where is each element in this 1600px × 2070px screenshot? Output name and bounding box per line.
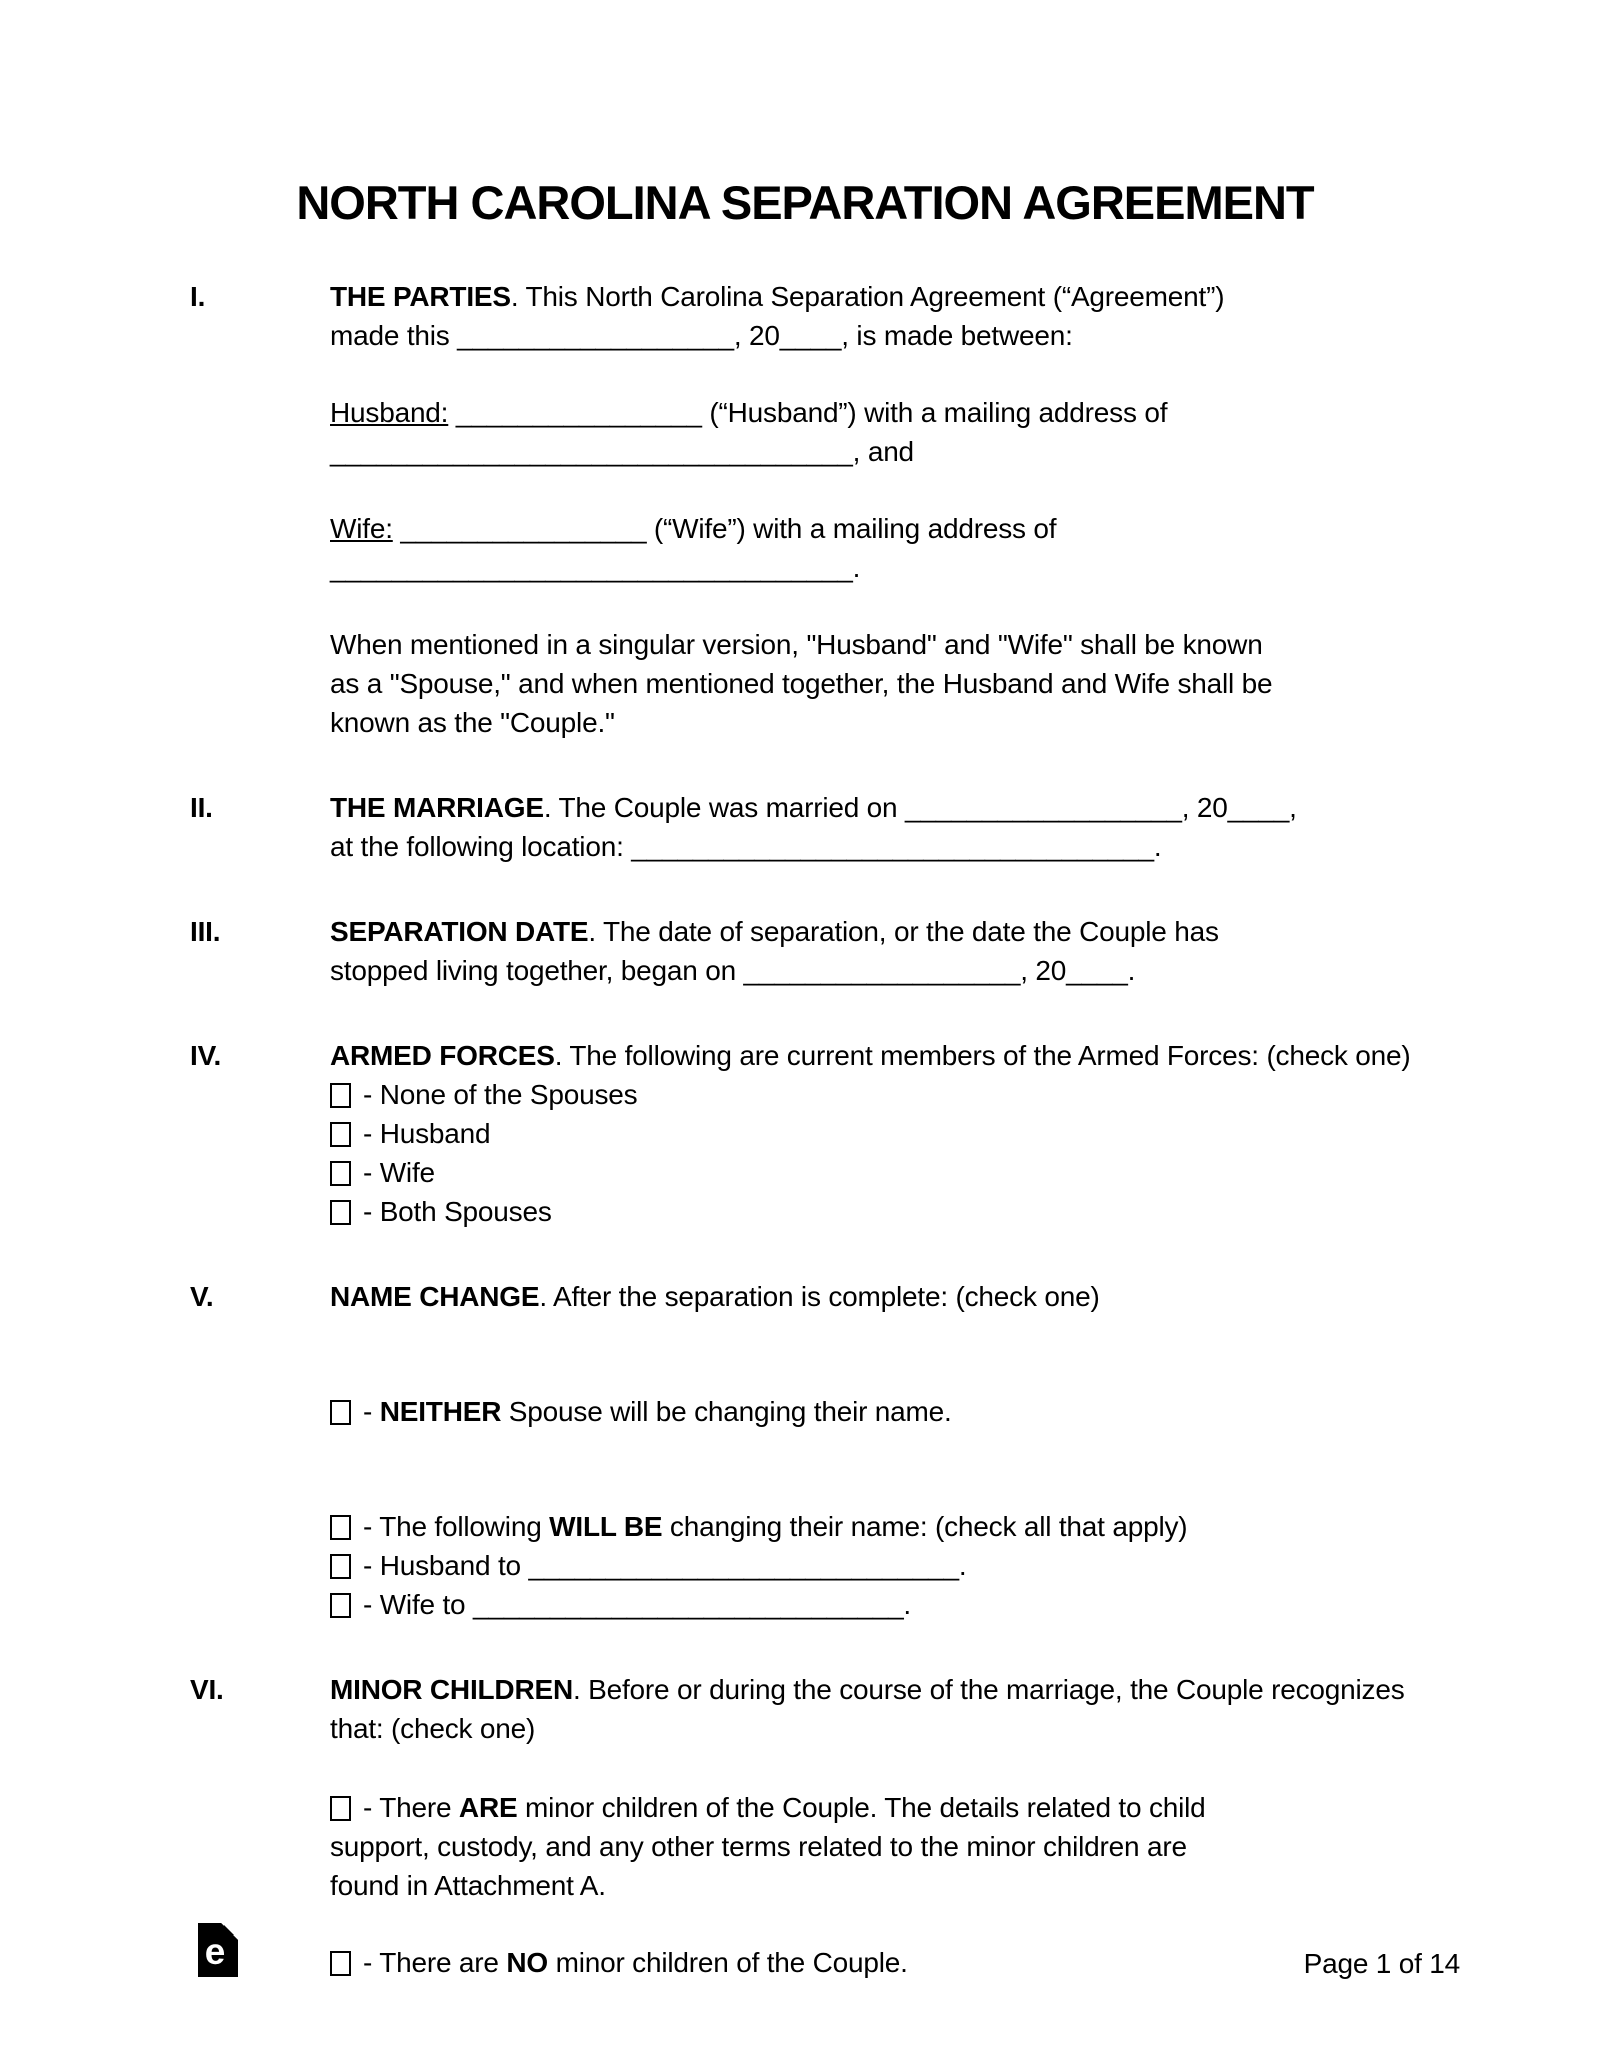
note-line3: known as the "Couple."	[330, 707, 615, 738]
checkbox-children-are[interactable]	[330, 1796, 351, 1821]
minor-children-heading: MINOR CHILDREN	[330, 1674, 573, 1705]
neither-pre: -	[363, 1396, 380, 1427]
armed-option-both	[330, 1192, 1420, 1231]
checkbox-name-willbe[interactable]	[330, 1515, 351, 1540]
section-armed-body	[330, 1036, 1420, 1231]
parties-intro-line1: . This North Carolina Separation Agreement (“Agreement”)	[510, 281, 1225, 312]
checkbox-armed-both[interactable]	[330, 1200, 351, 1225]
husband-label: Husband:	[330, 397, 449, 428]
armed-option-husband-label: - Husband	[363, 1118, 491, 1149]
marriage-line1: . The Couple was married on __________________, 20____,	[543, 792, 1297, 823]
section-parties-numeral: I.	[190, 281, 206, 312]
section-separation-date	[190, 912, 1420, 990]
neither-post: Spouse will be changing their name.	[501, 1396, 952, 1427]
page-number: Page 1 of 14	[1303, 1948, 1460, 1979]
name-sub-husband-label: - Husband to ____________________________.	[363, 1550, 967, 1581]
name-sub-wife-label: - Wife to ____________________________.	[363, 1589, 912, 1620]
section-parties-body	[330, 277, 1420, 742]
name-change-text	[330, 1277, 1420, 1316]
section-parties	[190, 277, 1420, 742]
children-are-line2: support, custody, and any other terms related to the minor children are	[330, 1831, 1187, 1862]
minor-children-intro: . Before or during the course of the marriage, the Couple recognizes that: (check one)	[330, 1674, 1405, 1744]
section-minor-body	[330, 1670, 1420, 1982]
section-armed-forces	[190, 1036, 1420, 1231]
armed-option-wife	[330, 1153, 1420, 1192]
checkbox-armed-none[interactable]	[330, 1083, 351, 1108]
marriage-text	[330, 788, 1420, 866]
section-minor-children	[190, 1670, 1420, 1982]
wife-clause	[330, 509, 1420, 587]
checkbox-name-wife-to[interactable]	[330, 1593, 351, 1618]
children-option-are	[330, 1788, 1420, 1905]
section-separation-numeral: III.	[190, 916, 221, 947]
separation-heading: SEPARATION DATE	[330, 916, 589, 947]
marriage-line2: at the following location: __________________________________.	[330, 831, 1162, 862]
name-option-willbe	[330, 1507, 1420, 1546]
husband-clause	[330, 393, 1420, 471]
eforms-logo-icon	[198, 1923, 238, 1977]
wife-label: Wife:	[330, 513, 393, 544]
children-are-post: minor children of the Couple. The details related to child	[517, 1792, 1206, 1823]
armed-forces-heading: ARMED FORCES	[330, 1040, 555, 1071]
children-no-bold: NO	[506, 1947, 548, 1978]
section-marriage-numeral: II.	[190, 792, 213, 823]
page-title: NORTH CAROLINA SEPARATION AGREEMENT	[296, 176, 1314, 229]
armed-option-wife-label: - Wife	[363, 1157, 435, 1188]
children-are-line3: found in Attachment A.	[330, 1870, 606, 1901]
children-are-bold: ARE	[458, 1792, 518, 1823]
separation-line1: . The date of separation, or the date the Couple has	[588, 916, 1219, 947]
section-name-change-numeral: V.	[190, 1281, 214, 1312]
section-armed-numeral: IV.	[190, 1040, 222, 1071]
checkbox-children-no[interactable]	[330, 1951, 351, 1976]
checkbox-name-husband-to[interactable]	[330, 1554, 351, 1579]
armed-option-husband	[330, 1114, 1420, 1153]
section-marriage	[190, 788, 1420, 866]
section-separation-body	[330, 912, 1420, 990]
husband-text: ________________ (“Husband”) with a mailing address of __________________________________, and	[330, 397, 1168, 467]
name-change-intro: . After the separation is complete: (check one)	[539, 1281, 1100, 1312]
parties-intro-line2: made this __________________, 20____, is made between:	[330, 320, 1073, 351]
name-sub-husband	[330, 1546, 1420, 1585]
parties-intro	[330, 277, 1420, 355]
armed-forces-text	[330, 1036, 1420, 1075]
section-marriage-body	[330, 788, 1420, 866]
willbe-bold: WILL BE	[549, 1511, 663, 1542]
armed-option-none	[330, 1075, 1420, 1114]
armed-option-none-label: - None of the Spouses	[363, 1079, 638, 1110]
note-line2: as a "Spouse," and when mentioned together, the Husband and Wife shall be	[330, 668, 1273, 699]
parties-heading: THE PARTIES	[330, 281, 511, 312]
eforms-logo-letter: e	[204, 1931, 226, 1972]
armed-option-both-label: - Both Spouses	[363, 1196, 552, 1227]
checkbox-name-neither[interactable]	[330, 1400, 351, 1425]
neither-bold: NEITHER	[379, 1396, 502, 1427]
checkbox-armed-wife[interactable]	[330, 1161, 351, 1186]
spouse-definition-note	[330, 625, 1420, 742]
note-line1: When mentioned in a singular version, "Husband" and "Wife" shall be known	[330, 629, 1263, 660]
willbe-pre: - The following	[363, 1511, 550, 1542]
section-name-change	[190, 1277, 1420, 1624]
name-option-neither	[330, 1392, 1420, 1431]
children-option-no	[330, 1943, 1420, 1982]
separation-text	[330, 912, 1420, 990]
willbe-post: changing their name: (check all that apply)	[662, 1511, 1188, 1542]
marriage-heading: THE MARRIAGE	[330, 792, 544, 823]
name-change-heading: NAME CHANGE	[330, 1281, 540, 1312]
checkbox-armed-husband[interactable]	[330, 1122, 351, 1147]
separation-line2: stopped living together, began on __________________, 20____.	[330, 955, 1136, 986]
name-sub-wife	[330, 1585, 1420, 1624]
wife-text: ________________ (“Wife”) with a mailing address of __________________________________.	[330, 513, 1057, 583]
minor-children-text	[330, 1670, 1420, 1748]
children-no-post: minor children of the Couple.	[547, 1947, 908, 1978]
section-minor-numeral: VI.	[190, 1674, 224, 1705]
section-name-change-body	[330, 1277, 1420, 1624]
children-no-pre: - There are	[363, 1947, 507, 1978]
armed-forces-intro: . The following are current members of the Armed Forces: (check one)	[554, 1040, 1411, 1071]
children-are-pre: - There	[363, 1792, 459, 1823]
